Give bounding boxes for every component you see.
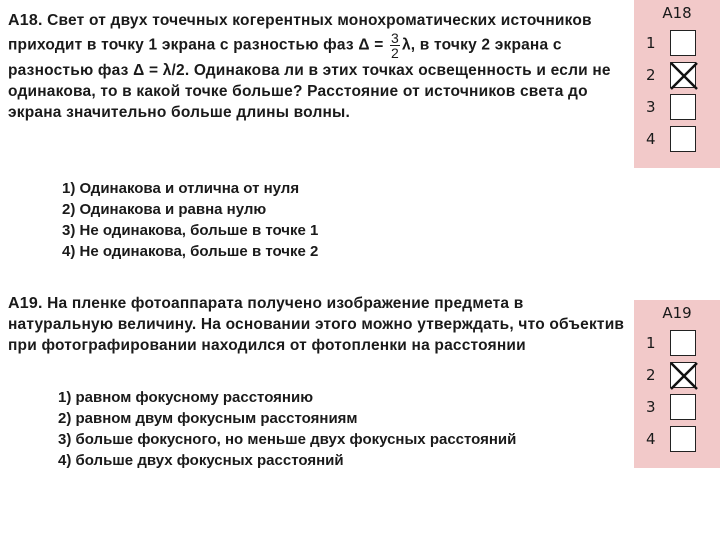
question-18-text-c: . Одинакова ли в этих точках освещенность и если не одинакова, то в какой точке больше? Расстояние от источников света до экрана значительно больше длины волны. [8, 62, 611, 121]
answer-label: 2 [646, 366, 656, 384]
question-18 [8, 10, 628, 123]
answer-checkbox-checked[interactable] [670, 362, 696, 388]
answer-row-2[interactable] [634, 60, 720, 92]
question-18-number: А18. [8, 12, 43, 29]
answer-panel-title: A18 [662, 4, 692, 22]
option-3: 3) Не одинакова, больше в точке 1 [62, 222, 319, 239]
answer-checkbox[interactable] [670, 94, 696, 120]
answer-row-4[interactable] [634, 124, 720, 156]
option-2: 2) равном двум фокусным расстояниям [58, 410, 358, 427]
question-18-text-a: Свет от двух точечных когерентных монохроматических источников приходит в точку 1 экрана с разностью фаз [8, 12, 592, 54]
answer-checkbox[interactable] [670, 394, 696, 420]
formula-delta-1: Δ = [358, 36, 384, 54]
fraction-3-2 [390, 31, 400, 60]
fraction-numerator: 3 [390, 30, 399, 46]
answer-label: 3 [646, 98, 656, 116]
option-1: 1) равном фокусному расстоянию [58, 389, 314, 406]
answer-checkbox-checked[interactable] [670, 62, 696, 88]
option-4: 4) больше двух фокусных расстояний [58, 452, 344, 469]
answer-panel-a19 [634, 300, 720, 468]
answer-label: 2 [646, 66, 656, 84]
cross-mark-icon [669, 61, 699, 91]
option-3: 3) больше фокусного, но меньше двух фокусных расстояний [58, 431, 517, 448]
option-1: 1) Одинакова и отлична от нуля [62, 180, 300, 197]
answer-label: 1 [646, 334, 656, 352]
answer-checkbox[interactable] [670, 30, 696, 56]
question-19 [8, 293, 628, 356]
option-4: 4) Не одинакова, больше в точке 2 [62, 243, 319, 260]
fraction-denominator: 2 [390, 45, 399, 61]
answer-checkbox[interactable] [670, 330, 696, 356]
answer-row-1[interactable] [634, 328, 720, 360]
cross-mark-icon [669, 361, 699, 391]
answer-row-3[interactable] [634, 92, 720, 124]
question-19-options [58, 387, 516, 471]
answer-label: 1 [646, 34, 656, 52]
question-18-text-b: , в точку 2 экрана с разностью фаз [8, 36, 562, 79]
answer-label: 4 [646, 430, 656, 448]
answer-label: 4 [646, 130, 656, 148]
option-2: 2) Одинакова и равна нулю [62, 201, 267, 218]
answer-row-1[interactable] [634, 28, 720, 60]
lambda-symbol: λ [401, 36, 411, 54]
answer-row-3[interactable] [634, 392, 720, 424]
answer-panel-title: A19 [662, 304, 692, 322]
answer-panel-a18 [634, 0, 720, 168]
answer-row-4[interactable] [634, 424, 720, 456]
question-19-number: А19. [8, 295, 43, 312]
answer-checkbox[interactable] [670, 126, 696, 152]
answer-row-2[interactable] [634, 360, 720, 392]
question-18-options [62, 178, 318, 262]
answer-label: 3 [646, 398, 656, 416]
question-19-text: На пленке фотоаппарата получено изображение предмета в натуральную величину. На основании этого можно утверждать, что объектив при фотографировании находился от фотопленки на расстоянии [8, 295, 625, 354]
formula-delta-2: Δ = λ/2 [133, 62, 185, 79]
answer-checkbox[interactable] [670, 426, 696, 452]
